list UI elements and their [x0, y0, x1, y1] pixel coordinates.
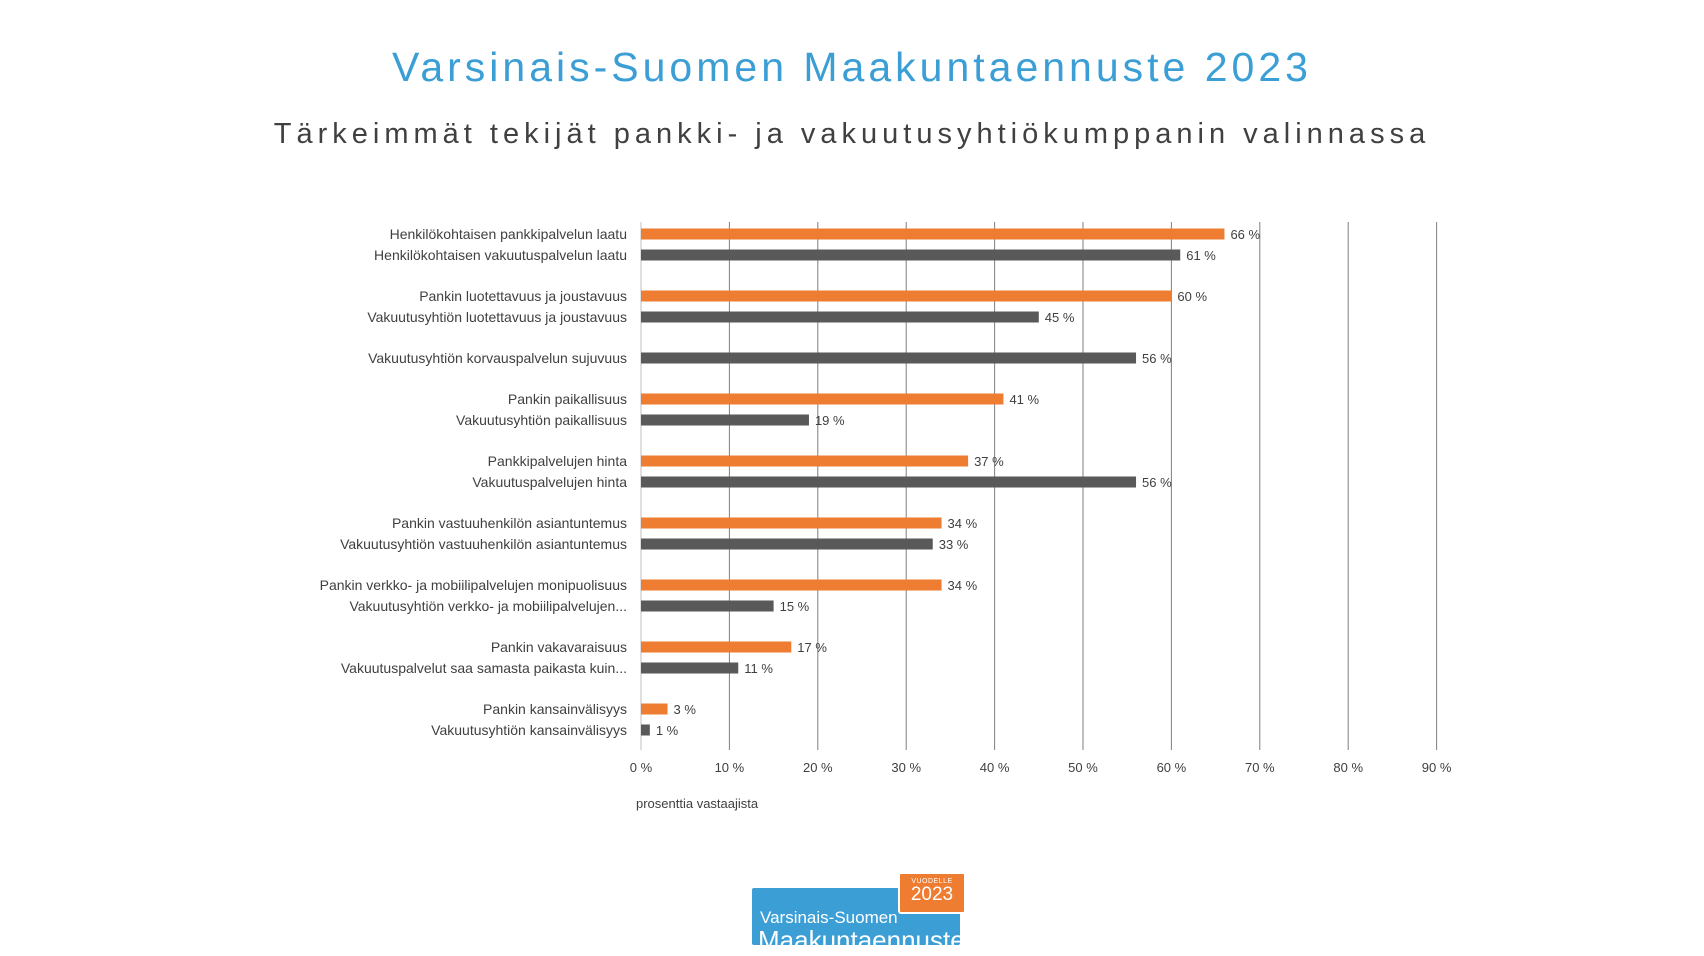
- category-label: Pankin paikallisuus: [507, 391, 627, 407]
- category-label: Henkilökohtaisen pankkipalvelun laatu: [389, 226, 627, 242]
- bar-insurance: [641, 312, 1039, 323]
- data-label: 56 %: [1142, 475, 1172, 490]
- data-label: 60 %: [1177, 289, 1208, 304]
- data-label: 56 %: [1142, 351, 1172, 366]
- logo-year-badge: [898, 872, 966, 914]
- bar-insurance: [641, 250, 1180, 261]
- data-label: 34 %: [947, 578, 978, 593]
- category-label: Henkilökohtaisen vakuutuspalvelun laatu: [374, 247, 627, 263]
- logo-badge-small: VUODELLE: [911, 878, 953, 885]
- bar-bank: [641, 456, 968, 467]
- category-label: Vakuutusyhtiön paikallisuus: [456, 412, 627, 428]
- bar-insurance: [641, 725, 650, 736]
- category-label: Pankin luotettavuus ja joustavuus: [419, 288, 627, 304]
- bar-insurance: [641, 353, 1136, 364]
- data-label: 1 %: [655, 723, 679, 738]
- x-tick-label: 10 %: [714, 760, 745, 775]
- category-label: Pankin vastuuhenkilön asiantuntemus: [391, 515, 627, 531]
- data-label: 19 %: [814, 413, 845, 428]
- data-label: 61 %: [1186, 248, 1216, 263]
- data-label: 33 %: [938, 537, 969, 552]
- category-label: Pankin verkko- ja mobiilipalvelujen monipuolisuus: [319, 577, 627, 593]
- logo-line2: Maakuntaennuste: [758, 925, 965, 955]
- data-label: 34 %: [947, 516, 978, 531]
- data-label: 41 %: [1009, 392, 1040, 407]
- category-label: Pankin kansainvälisyys: [483, 701, 627, 717]
- x-axis-title: prosenttia vastaajista: [636, 796, 759, 811]
- category-label: Vakuutuspalvelujen hinta: [472, 474, 627, 490]
- x-tick-label: 50 %: [1068, 760, 1098, 775]
- logo-line1: Varsinais-Suomen: [760, 908, 898, 927]
- bar-bank: [641, 642, 791, 653]
- data-label: 15 %: [779, 599, 810, 614]
- x-tick-label: 40 %: [979, 760, 1010, 775]
- x-tick-label: 80 %: [1333, 760, 1364, 775]
- chart-title: Varsinais-Suomen Maakuntaennuste 2023: [392, 44, 1312, 90]
- bar-bank: [641, 229, 1224, 240]
- data-label: 3 %: [673, 702, 696, 717]
- data-label: 37 %: [974, 454, 1004, 469]
- logo-badge-year: 2023: [910, 884, 954, 905]
- category-label: Vakuutusyhtiön korvauspalvelun sujuvuus: [368, 350, 627, 366]
- category-label: Vakuutuspalvelut saa samasta paikasta kuin...: [340, 660, 627, 676]
- bar-bank: [641, 580, 942, 591]
- x-tick-label: 60 %: [1156, 760, 1187, 775]
- category-label: Pankin vakavaraisuus: [490, 639, 627, 655]
- bar-bank: [641, 518, 942, 529]
- bar-bank: [641, 394, 1003, 405]
- bar-bank: [641, 704, 668, 715]
- chart-subtitle: Tärkeimmät tekijät pankki- ja vakuutusyhtiökumppanin valinnassa: [273, 118, 1431, 150]
- category-label: Pankkipalvelujen hinta: [487, 453, 627, 469]
- bar-bank: [641, 291, 1171, 302]
- x-tick-label: 70 %: [1244, 760, 1275, 775]
- category-label: Vakuutusyhtiön verkko- ja mobiilipalvelujen...: [349, 598, 627, 614]
- data-label: 66 %: [1230, 227, 1261, 242]
- maakuntaennuste-logo: [752, 872, 965, 955]
- data-label: 17 %: [797, 640, 827, 655]
- x-tick-label: 0 %: [629, 760, 653, 775]
- x-tick-label: 20 %: [802, 760, 833, 775]
- x-tick-label: 90 %: [1421, 760, 1452, 775]
- bar-insurance: [641, 415, 809, 426]
- data-label: 45 %: [1044, 310, 1075, 325]
- bar-insurance: [641, 477, 1136, 488]
- data-label: 11 %: [744, 661, 773, 676]
- category-label: Vakuutusyhtiön kansainvälisyys: [431, 722, 627, 738]
- bar-insurance: [641, 663, 738, 674]
- x-tick-label: 30 %: [891, 760, 922, 775]
- category-label: Vakuutusyhtiön vastuuhenkilön asiantuntemus: [340, 536, 627, 552]
- category-label: Vakuutusyhtiön luotettavuus ja joustavuus: [367, 309, 627, 325]
- bar-insurance: [641, 601, 774, 612]
- bar-insurance: [641, 539, 933, 550]
